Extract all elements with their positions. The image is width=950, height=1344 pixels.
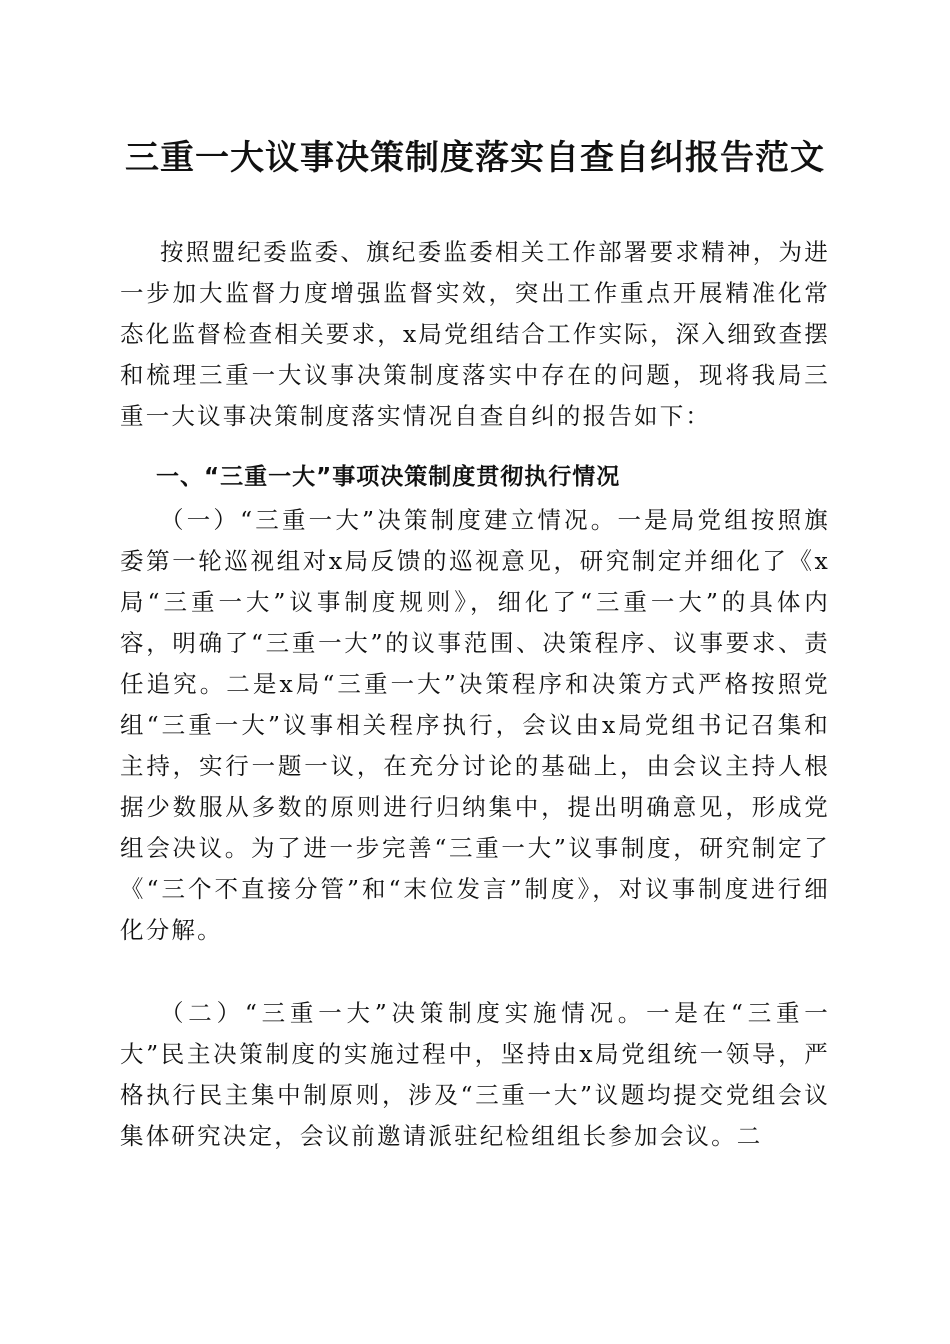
intro-paragraph: 按照盟纪委监委、旗纪委监委相关工作部署要求精神，为进一步加大监督力度增强监督实效，突出工作重点开展精准化常态化监督检查相关要求，x局党组结合工作实际，深入细致查摆和梳理三重一大议事决策制度落实中存在的问题，现将我局三重一大议事决策制度落实情况自查自纠的报告如下： (120, 238, 830, 430)
section-heading-1: 一、“三重一大”事项决策制度贯彻执行情况 (156, 464, 621, 490)
document-title: 三重一大议事决策制度落实自查自纠报告范文 (125, 138, 825, 178)
paragraph-implementation: （二）“三重一大”决策制度实施情况。一是在“三重一大”民主决策制度的实施过程中，坚持由x局党组统一领导，严格执行民主集中制原则，涉及“三重一大”议题均提交党组会议集体研究决定，会议前邀请派驻纪检组组长参加会议。二 (120, 999, 830, 1150)
paragraph-establishment: （一）“三重一大”决策制度建立情况。一是局党组按照旗委第一轮巡视组对x局反馈的巡视意见，研究制定并细化了《x局“三重一大”议事制度规则》，细化了“三重一大”的具体内容，明确了“三重一大”的议事范围、决策程序、议事要求、责任追究。二是x局“三重一大”决策程序和决策方式严格按照党组“三重一大”议事相关程序执行，会议由x局党组书记召集和主持，实行一题一议，在充分讨论的基础上，由会议主持人根据少数服从多数的原则进行归纳集中，提出明确意见，形成党组会决议。为了进一步完善“三重一大”议事制度，研究制定了《“三个不直接分管”和“末位发言”制度》，对议事制度进行细化分解。 (120, 506, 830, 944)
